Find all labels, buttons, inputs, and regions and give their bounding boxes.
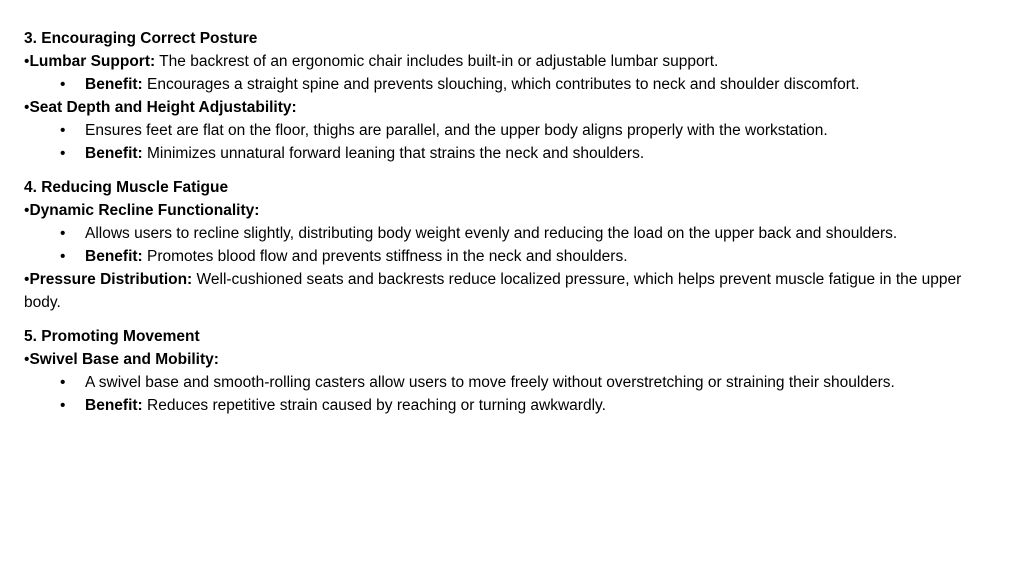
bullet-text: Well-cushioned seats and backrests reduce localized pressure, which helps prevent muscle fatigue in the upper body.	[24, 271, 962, 311]
sub-bullet-label: Benefit:	[85, 145, 143, 162]
section-posture	[24, 27, 1000, 165]
sub-bullet	[24, 394, 1000, 417]
section-fatigue	[24, 176, 1000, 314]
sub-bullet	[24, 245, 1000, 268]
sub-bullet	[24, 142, 1000, 165]
bullet-swivel-base	[24, 348, 1000, 371]
sub-bullet	[24, 222, 1000, 245]
bullet-label: Pressure Distribution:	[29, 271, 193, 288]
bullet-dynamic-recline	[24, 199, 1000, 222]
sub-bullet-text: Encourages a straight spine and prevents slouching, which contributes to neck and shoulder discomfort.	[142, 76, 860, 93]
sub-bullet-label: Benefit:	[85, 76, 143, 93]
bullet-text: The backrest of an ergonomic chair includes built-in or adjustable lumbar support.	[155, 53, 719, 70]
section-heading: 4. Reducing Muscle Fatigue	[24, 179, 229, 196]
bullet-seat-depth	[24, 96, 1000, 119]
bullet-dot-icon: •	[60, 76, 66, 93]
section-heading: 5. Promoting Movement	[24, 328, 200, 345]
bullet-dot-icon: •	[60, 122, 66, 139]
sub-bullet-text: Minimizes unnatural forward leaning that strains the neck and shoulders.	[142, 145, 645, 162]
bullet-dot-icon: •	[60, 397, 66, 414]
sub-bullet-text: Reduces repetitive strain caused by reaching or turning awkwardly.	[142, 397, 606, 414]
bullet-dot-icon: •	[60, 248, 66, 265]
bullet-label: Lumbar Support:	[29, 53, 156, 70]
bullet-dot-icon: •	[60, 374, 66, 391]
bullet-pressure-distribution	[24, 268, 1000, 314]
sub-bullet-text: Ensures feet are flat on the floor, thighs are parallel, and the upper body aligns properly with the workstation.	[85, 122, 828, 139]
bullet-label: Swivel Base and Mobility:	[29, 351, 219, 368]
sub-bullet	[24, 371, 1000, 394]
sub-bullet	[24, 119, 1000, 142]
bullet-dot-icon: •	[60, 225, 66, 242]
bullet-label: Dynamic Recline Functionality:	[29, 202, 260, 219]
section-heading: 3. Encouraging Correct Posture	[24, 30, 258, 47]
bullet-label: Seat Depth and Height Adjustability:	[29, 99, 297, 116]
section-movement	[24, 325, 1000, 417]
sub-bullet-label: Benefit:	[85, 397, 143, 414]
sub-bullet-text: A swivel base and smooth-rolling casters allow users to move freely without overstretching or straining their shoulders.	[85, 374, 895, 391]
sub-bullet-text: Allows users to recline slightly, distributing body weight evenly and reducing the load on the upper back and shoulders.	[85, 225, 898, 242]
sub-bullet-label: Benefit:	[85, 248, 143, 265]
bullet-lumbar-support	[24, 50, 1000, 73]
bullet-dot-icon: •	[60, 145, 66, 162]
sub-bullet	[24, 73, 1000, 96]
sub-bullet-text: Promotes blood flow and prevents stiffness in the neck and shoulders.	[142, 248, 628, 265]
